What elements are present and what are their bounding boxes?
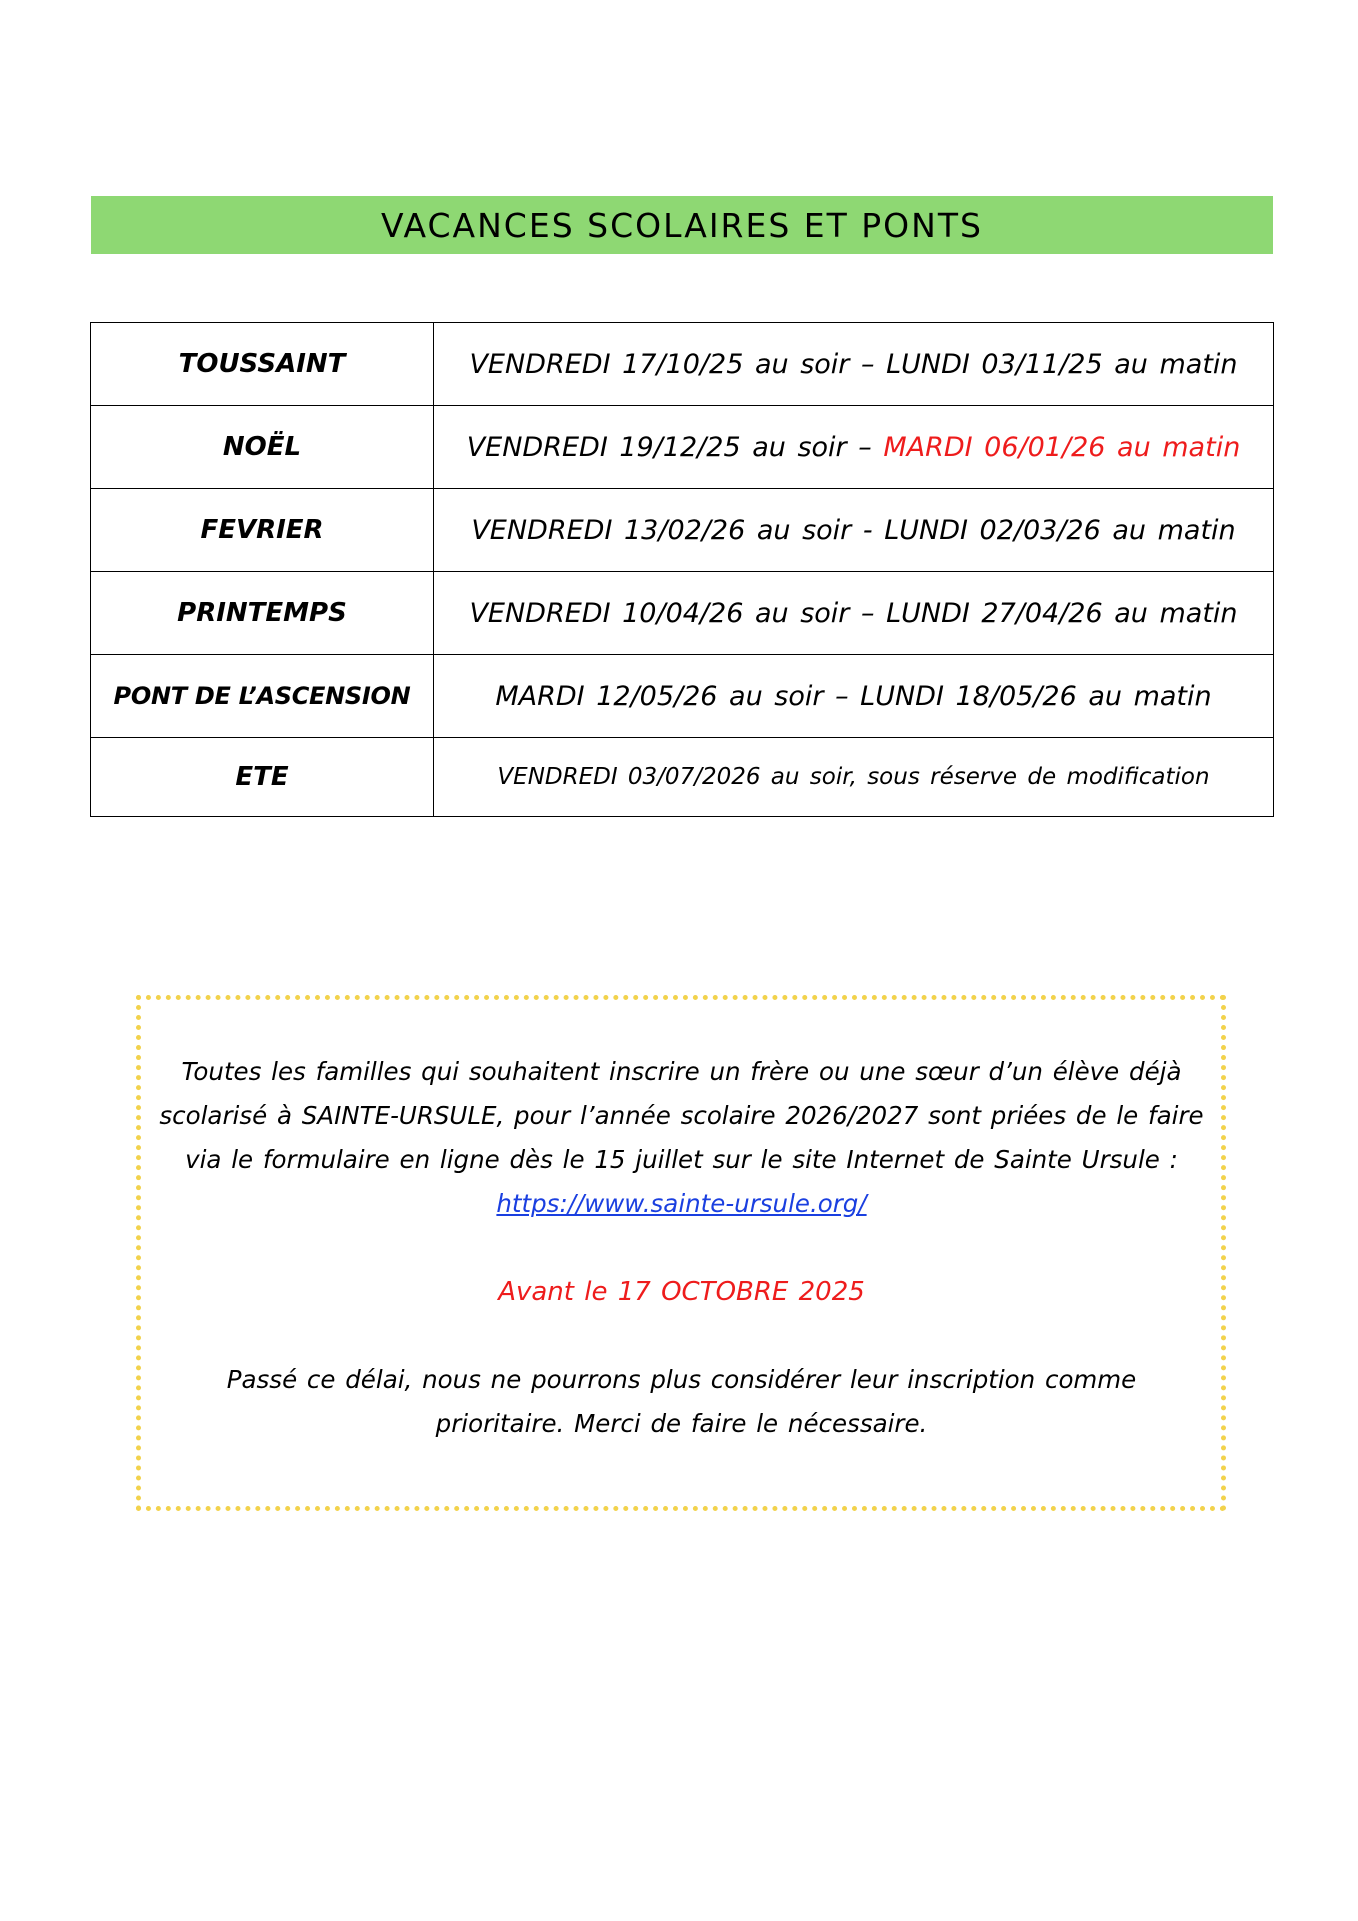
end-date: LUNDI 03/11/25 au matin <box>886 348 1238 380</box>
period-dates <box>434 489 1274 572</box>
table-row <box>91 655 1274 738</box>
deadline-text: Avant le 17 OCTOBRE 2025 <box>498 1277 865 1307</box>
start-date: MARDI 12/05/26 au soir <box>495 680 824 712</box>
period-dates <box>434 655 1274 738</box>
date-separator: - <box>851 514 885 546</box>
period-name: ETE <box>91 738 434 817</box>
period-name: TOUSSAINT <box>91 323 434 406</box>
followup-text: Passé ce délai, nous ne pourrons plus considérer leur inscription comme prioritaire. Merci de faire le nécessaire. <box>226 1365 1137 1438</box>
period-dates <box>434 323 1274 406</box>
table-row <box>91 572 1274 655</box>
end-date-highlighted: MARDI 06/01/26 au matin <box>883 431 1241 463</box>
table-row <box>91 489 1274 572</box>
start-date: VENDREDI 03/07/2026 au soir, sous réserve de modification <box>497 764 1210 790</box>
end-date: LUNDI 27/04/26 au matin <box>886 597 1238 629</box>
page-title: VACANCES SCOLAIRES ET PONTS <box>381 205 983 245</box>
start-date: VENDREDI 19/12/25 au soir <box>466 431 847 463</box>
table-row <box>91 738 1274 817</box>
period-dates <box>434 572 1274 655</box>
notice-paragraph <box>159 1050 1204 1226</box>
table-row <box>91 406 1274 489</box>
registration-notice <box>159 1050 1204 1446</box>
end-date: LUNDI 18/05/26 au matin <box>860 680 1212 712</box>
start-date: VENDREDI 17/10/25 au soir <box>469 348 850 380</box>
date-separator: – <box>849 348 887 380</box>
period-dates <box>434 406 1274 489</box>
date-separator: – <box>846 431 884 463</box>
website-link[interactable]: https://www.sainte-ursule.org/ <box>496 1189 867 1218</box>
period-name: PRINTEMPS <box>91 572 434 655</box>
notice-text: Toutes les familles qui souhaitent inscrire un frère ou une sœur d’un élève déjà scolarisé à SAINTE-URSULE, pour l’année scolaire 2026/2027 sont priées de le faire via le formulaire en ligne dès le 15 juillet sur le site Internet de Sainte Ursule : <box>159 1057 1204 1174</box>
date-separator: – <box>849 597 887 629</box>
table-row <box>91 323 1274 406</box>
date-separator: – <box>823 680 861 712</box>
start-date: VENDREDI 13/02/26 au soir <box>471 514 852 546</box>
start-date: VENDREDI 10/04/26 au soir <box>469 597 850 629</box>
period-name: FEVRIER <box>91 489 434 572</box>
period-dates <box>434 738 1274 817</box>
period-name: NOËL <box>91 406 434 489</box>
title-banner <box>91 196 1273 254</box>
end-date: LUNDI 02/03/26 au matin <box>884 514 1236 546</box>
period-name: PONT DE L’ASCENSION <box>91 655 434 738</box>
holidays-table <box>90 322 1274 817</box>
